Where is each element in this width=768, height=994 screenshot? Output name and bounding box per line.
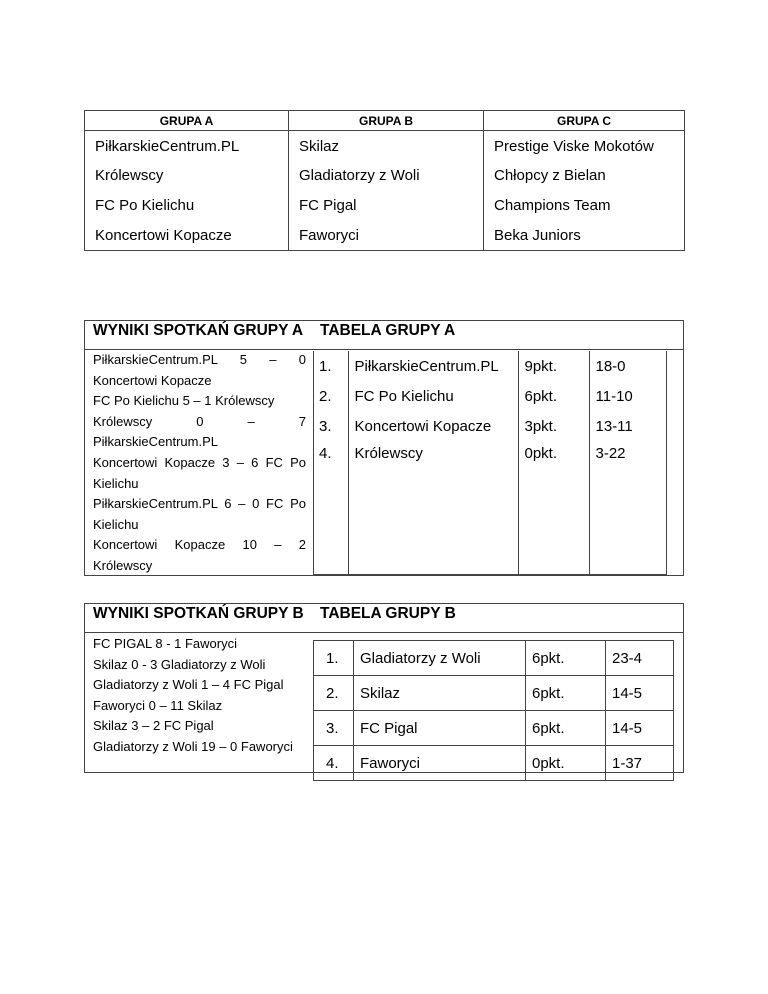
team-cell: Beka Juniors [484, 221, 685, 251]
team-name: Królewscy [348, 441, 518, 471]
team-name: FC Pigal [354, 711, 526, 746]
group-a-results-title: WYNIKI SPOTKAŃ GRUPY A [93, 322, 304, 339]
standings-row [313, 381, 667, 411]
standings-row [314, 746, 674, 781]
points: 6pkt. [526, 641, 606, 676]
standings-row [313, 411, 667, 441]
team-cell: Gladiatorzy z Woli [289, 161, 484, 191]
standings-row [314, 641, 674, 676]
group-b-table-title: TABELA GRUPY B [320, 605, 456, 622]
group-a-standings [313, 351, 667, 575]
goals: 14-5 [606, 676, 674, 711]
goals: 18-0 [589, 351, 667, 381]
position: 3. [314, 711, 354, 746]
group-c-header: GRUPA C [484, 111, 685, 131]
team-cell: Faworyci [289, 221, 484, 251]
match-result: FC PIGAL 8 - 1 Faworyci [93, 636, 237, 651]
goals: 14-5 [606, 711, 674, 746]
match-result: PiłkarskieCentrum.PL 5 – 0 Koncertowi Kopacze [93, 352, 306, 388]
groups-table [84, 110, 685, 251]
groups-header-row [85, 111, 685, 131]
groups-row [85, 131, 685, 161]
team-name: Skilaz [354, 676, 526, 711]
points: 6pkt. [518, 381, 589, 411]
groups-row [85, 221, 685, 251]
team-cell: Prestige Viske Mokotów [484, 131, 685, 161]
standings-filler [313, 471, 667, 575]
team-cell: Champions Team [484, 191, 685, 221]
position: 3. [319, 417, 332, 435]
goals: 23-4 [606, 641, 674, 676]
group-b-results [93, 634, 306, 758]
match-result: Faworyci 0 – 11 Skilaz [93, 697, 223, 713]
group-b-header: GRUPA B [289, 111, 484, 131]
goals: 1-37 [606, 746, 674, 781]
group-a-header: GRUPA A [85, 111, 289, 131]
points: 9pkt. [518, 351, 589, 381]
position: 4. [319, 445, 332, 462]
position: 2. [314, 676, 354, 711]
team-cell: Królewscy [85, 161, 289, 191]
team-name: Faworyci [354, 746, 526, 781]
team-name: FC Po Kielichu [348, 381, 518, 411]
match-result: Skilaz 0 - 3 Gladiatorzy z Woli [93, 656, 266, 672]
group-a-results [93, 350, 306, 577]
points: 3pkt. [518, 411, 589, 441]
match-result: Koncertowi Kopacze 3 – 6 FC Po Kielichu [93, 454, 306, 491]
team-cell: FC Po Kielichu [85, 191, 289, 221]
group-b-header-divider [84, 632, 684, 633]
points: 6pkt. [526, 676, 606, 711]
match-result: PiłkarskieCentrum.PL 6 – 0 FC Po Kielichu [93, 496, 306, 532]
goals: 11-10 [589, 381, 667, 411]
points: 0pkt. [518, 441, 589, 471]
standings-row [313, 441, 667, 471]
position: 1. [319, 357, 332, 375]
groups-row [85, 161, 685, 191]
points: 0pkt. [526, 746, 606, 781]
match-result: Skilaz 3 – 2 FC Pigal [93, 718, 214, 734]
team-name: PiłkarskieCentrum.PL [348, 351, 518, 381]
groups-row [85, 191, 685, 221]
group-a-table-title: TABELA GRUPY A [320, 322, 456, 339]
team-name: Gladiatorzy z Woli [354, 641, 526, 676]
standings-row [313, 351, 667, 381]
group-a-table-divider [312, 349, 684, 350]
standings-row [314, 711, 674, 746]
standings-row [314, 676, 674, 711]
match-result: FC Po Kielichu 5 – 1 Królewscy [93, 393, 275, 409]
position: 2. [319, 387, 332, 405]
goals: 13-11 [589, 411, 667, 441]
team-cell: Chłopcy z Bielan [484, 161, 685, 191]
match-result: Koncertowi Kopacze 10 – 2 Królewscy [93, 537, 306, 573]
goals: 3-22 [589, 441, 667, 471]
match-result: Gladiatorzy z Woli 19 – 0 Faworyci [93, 738, 293, 754]
position: 1. [314, 641, 354, 676]
position: 4. [314, 746, 354, 781]
team-name: Koncertowi Kopacze [348, 411, 518, 441]
match-result: Gladiatorzy z Woli 1 – 4 FC Pigal [93, 677, 284, 693]
team-cell: Skilaz [289, 131, 484, 161]
points: 6pkt. [526, 711, 606, 746]
group-b-results-title: WYNIKI SPOTKAŃ GRUPY B [93, 605, 304, 622]
team-cell: FC Pigal [289, 191, 484, 221]
team-cell: Koncertowi Kopacze [85, 221, 289, 251]
match-result: Królewscy 0 – 7 PiłkarskieCentrum.PL [93, 413, 306, 450]
group-b-standings [313, 640, 674, 781]
team-cell: PiłkarskieCentrum.PL [85, 131, 289, 161]
